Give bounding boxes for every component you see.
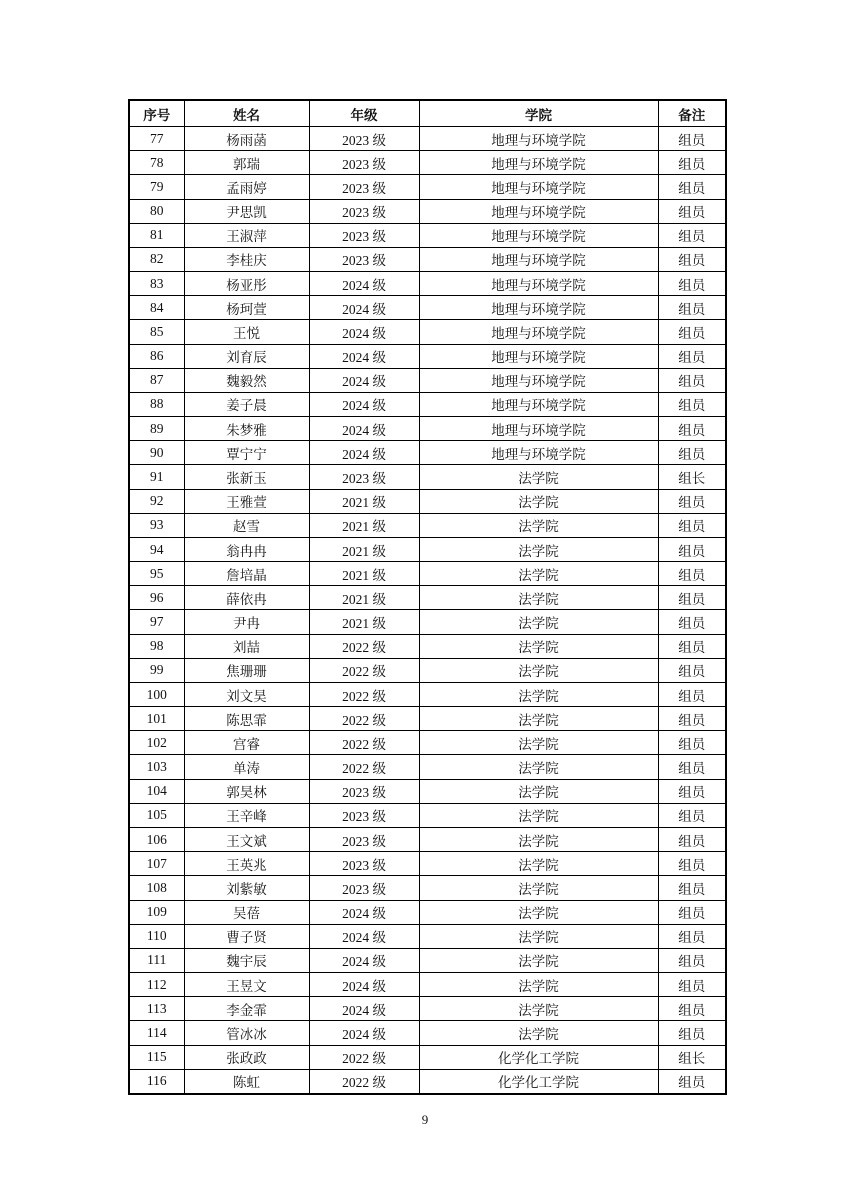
table-row <box>129 127 726 151</box>
cell-grade: 2024 级 <box>309 997 419 1021</box>
cell-no: 108 <box>129 876 184 900</box>
cell-no: 81 <box>129 223 184 247</box>
cell-college: 法学院 <box>419 513 658 537</box>
cell-no: 93 <box>129 513 184 537</box>
table-row <box>129 489 726 513</box>
header-cell-name: 姓名 <box>184 100 309 127</box>
header-cell-grade: 年级 <box>309 100 419 127</box>
table-row <box>129 803 726 827</box>
cell-note: 组员 <box>658 997 726 1021</box>
cell-college: 地理与环境学院 <box>419 441 658 465</box>
table-row <box>129 1021 726 1045</box>
cell-no: 101 <box>129 707 184 731</box>
table-row <box>129 876 726 900</box>
cell-name: 王雅萱 <box>184 489 309 513</box>
cell-college: 地理与环境学院 <box>419 223 658 247</box>
cell-note: 组长 <box>658 1045 726 1069</box>
cell-note: 组员 <box>658 852 726 876</box>
cell-name: 李桂庆 <box>184 247 309 271</box>
cell-note: 组员 <box>658 344 726 368</box>
cell-no: 85 <box>129 320 184 344</box>
cell-college: 法学院 <box>419 537 658 561</box>
table-row <box>129 682 726 706</box>
cell-note: 组员 <box>658 948 726 972</box>
cell-note: 组员 <box>658 973 726 997</box>
cell-no: 87 <box>129 368 184 392</box>
cell-no: 103 <box>129 755 184 779</box>
cell-name: 郭昊林 <box>184 779 309 803</box>
cell-name: 赵雪 <box>184 513 309 537</box>
cell-college: 地理与环境学院 <box>419 296 658 320</box>
table-row <box>129 247 726 271</box>
cell-college: 地理与环境学院 <box>419 272 658 296</box>
cell-college: 化学化工学院 <box>419 1045 658 1069</box>
cell-grade: 2024 级 <box>309 368 419 392</box>
cell-college: 法学院 <box>419 562 658 586</box>
cell-name: 张新玉 <box>184 465 309 489</box>
cell-name: 刘喆 <box>184 634 309 658</box>
table-row <box>129 175 726 199</box>
table-header-row <box>129 100 726 127</box>
cell-grade: 2024 级 <box>309 344 419 368</box>
cell-grade: 2023 级 <box>309 852 419 876</box>
cell-college: 法学院 <box>419 924 658 948</box>
cell-college: 法学院 <box>419 489 658 513</box>
cell-grade: 2022 级 <box>309 634 419 658</box>
table-row <box>129 151 726 175</box>
cell-note: 组员 <box>658 320 726 344</box>
table-row <box>129 658 726 682</box>
cell-grade: 2021 级 <box>309 586 419 610</box>
cell-note: 组员 <box>658 441 726 465</box>
cell-grade: 2024 级 <box>309 320 419 344</box>
header-cell-college: 学院 <box>419 100 658 127</box>
cell-no: 113 <box>129 997 184 1021</box>
cell-grade: 2021 级 <box>309 537 419 561</box>
cell-name: 王文斌 <box>184 827 309 851</box>
cell-grade: 2023 级 <box>309 779 419 803</box>
cell-no: 90 <box>129 441 184 465</box>
cell-note: 组员 <box>658 586 726 610</box>
cell-no: 114 <box>129 1021 184 1045</box>
cell-note: 组员 <box>658 127 726 151</box>
cell-name: 覃宁宁 <box>184 441 309 465</box>
cell-no: 97 <box>129 610 184 634</box>
cell-note: 组员 <box>658 417 726 441</box>
cell-grade: 2022 级 <box>309 1069 419 1094</box>
cell-grade: 2024 级 <box>309 1021 419 1045</box>
cell-note: 组员 <box>658 682 726 706</box>
cell-college: 法学院 <box>419 586 658 610</box>
cell-note: 组员 <box>658 272 726 296</box>
cell-note: 组员 <box>658 199 726 223</box>
cell-grade: 2023 级 <box>309 199 419 223</box>
table-row <box>129 199 726 223</box>
cell-note: 组员 <box>658 151 726 175</box>
table-row <box>129 368 726 392</box>
cell-college: 法学院 <box>419 731 658 755</box>
table-row <box>129 344 726 368</box>
cell-college: 法学院 <box>419 803 658 827</box>
cell-grade: 2024 级 <box>309 973 419 997</box>
cell-note: 组员 <box>658 634 726 658</box>
cell-grade: 2022 级 <box>309 731 419 755</box>
cell-college: 法学院 <box>419 997 658 1021</box>
table-row <box>129 586 726 610</box>
header-cell-no: 序号 <box>129 100 184 127</box>
cell-grade: 2022 级 <box>309 682 419 706</box>
cell-grade: 2024 级 <box>309 392 419 416</box>
table-row <box>129 634 726 658</box>
cell-note: 组长 <box>658 465 726 489</box>
cell-no: 105 <box>129 803 184 827</box>
cell-grade: 2023 级 <box>309 803 419 827</box>
table-row <box>129 779 726 803</box>
cell-grade: 2023 级 <box>309 827 419 851</box>
cell-name: 焦珊珊 <box>184 658 309 682</box>
cell-college: 法学院 <box>419 852 658 876</box>
cell-note: 组员 <box>658 876 726 900</box>
table-row <box>129 731 726 755</box>
cell-grade: 2021 级 <box>309 489 419 513</box>
cell-name: 王辛峰 <box>184 803 309 827</box>
cell-name: 魏宇辰 <box>184 948 309 972</box>
cell-name: 曹子贤 <box>184 924 309 948</box>
cell-name: 王淑萍 <box>184 223 309 247</box>
cell-college: 地理与环境学院 <box>419 175 658 199</box>
cell-no: 79 <box>129 175 184 199</box>
cell-name: 李金霏 <box>184 997 309 1021</box>
cell-name: 吴蓓 <box>184 900 309 924</box>
cell-note: 组员 <box>658 489 726 513</box>
cell-college: 法学院 <box>419 876 658 900</box>
cell-no: 111 <box>129 948 184 972</box>
cell-note: 组员 <box>658 900 726 924</box>
cell-note: 组员 <box>658 247 726 271</box>
table-row <box>129 223 726 247</box>
table-body <box>129 127 726 1095</box>
cell-no: 82 <box>129 247 184 271</box>
table-row <box>129 320 726 344</box>
table-row <box>129 997 726 1021</box>
roster-table <box>128 99 727 1095</box>
cell-grade: 2021 级 <box>309 610 419 634</box>
table-row <box>129 1045 726 1069</box>
cell-note: 组员 <box>658 296 726 320</box>
table-row <box>129 610 726 634</box>
cell-college: 法学院 <box>419 465 658 489</box>
cell-note: 组员 <box>658 1021 726 1045</box>
cell-name: 杨珂萱 <box>184 296 309 320</box>
cell-college: 地理与环境学院 <box>419 127 658 151</box>
cell-note: 组员 <box>658 175 726 199</box>
table-row <box>129 296 726 320</box>
cell-college: 法学院 <box>419 973 658 997</box>
cell-note: 组员 <box>658 392 726 416</box>
cell-grade: 2024 级 <box>309 441 419 465</box>
cell-name: 管冰冰 <box>184 1021 309 1045</box>
cell-name: 翁冉冉 <box>184 537 309 561</box>
table-row <box>129 924 726 948</box>
cell-no: 106 <box>129 827 184 851</box>
cell-name: 单涛 <box>184 755 309 779</box>
cell-name: 刘文昊 <box>184 682 309 706</box>
cell-name: 詹培晶 <box>184 562 309 586</box>
cell-note: 组员 <box>658 1069 726 1094</box>
cell-name: 孟雨婷 <box>184 175 309 199</box>
cell-no: 100 <box>129 682 184 706</box>
table-row <box>129 272 726 296</box>
cell-college: 法学院 <box>419 610 658 634</box>
cell-name: 杨雨菡 <box>184 127 309 151</box>
cell-grade: 2021 级 <box>309 513 419 537</box>
cell-no: 98 <box>129 634 184 658</box>
cell-grade: 2022 级 <box>309 1045 419 1069</box>
cell-note: 组员 <box>658 707 726 731</box>
cell-name: 王英兆 <box>184 852 309 876</box>
cell-grade: 2022 级 <box>309 707 419 731</box>
cell-name: 朱梦雅 <box>184 417 309 441</box>
cell-note: 组员 <box>658 223 726 247</box>
cell-no: 110 <box>129 924 184 948</box>
cell-college: 法学院 <box>419 948 658 972</box>
table-row <box>129 465 726 489</box>
table-row <box>129 1069 726 1094</box>
cell-name: 刘育辰 <box>184 344 309 368</box>
cell-college: 地理与环境学院 <box>419 151 658 175</box>
cell-grade: 2021 级 <box>309 562 419 586</box>
cell-name: 张政政 <box>184 1045 309 1069</box>
cell-grade: 2023 级 <box>309 876 419 900</box>
cell-no: 112 <box>129 973 184 997</box>
cell-name: 王昱文 <box>184 973 309 997</box>
cell-no: 107 <box>129 852 184 876</box>
cell-no: 102 <box>129 731 184 755</box>
cell-college: 法学院 <box>419 900 658 924</box>
cell-name: 宫睿 <box>184 731 309 755</box>
cell-no: 88 <box>129 392 184 416</box>
cell-grade: 2023 级 <box>309 247 419 271</box>
table-row <box>129 417 726 441</box>
cell-note: 组员 <box>658 513 726 537</box>
cell-college: 法学院 <box>419 779 658 803</box>
cell-name: 姜子晨 <box>184 392 309 416</box>
cell-no: 80 <box>129 199 184 223</box>
table-row <box>129 537 726 561</box>
cell-grade: 2023 级 <box>309 175 419 199</box>
cell-note: 组员 <box>658 803 726 827</box>
cell-note: 组员 <box>658 658 726 682</box>
table-row <box>129 852 726 876</box>
cell-grade: 2024 级 <box>309 272 419 296</box>
page-number: 9 <box>421 1112 429 1127</box>
cell-note: 组员 <box>658 562 726 586</box>
cell-no: 92 <box>129 489 184 513</box>
cell-grade: 2023 级 <box>309 151 419 175</box>
cell-no: 96 <box>129 586 184 610</box>
cell-name: 魏毅然 <box>184 368 309 392</box>
cell-college: 法学院 <box>419 755 658 779</box>
cell-name: 尹思凯 <box>184 199 309 223</box>
cell-college: 地理与环境学院 <box>419 392 658 416</box>
cell-no: 77 <box>129 127 184 151</box>
cell-no: 83 <box>129 272 184 296</box>
cell-no: 109 <box>129 900 184 924</box>
cell-college: 法学院 <box>419 682 658 706</box>
cell-name: 陈思霏 <box>184 707 309 731</box>
cell-grade: 2024 级 <box>309 948 419 972</box>
cell-name: 薛依冉 <box>184 586 309 610</box>
cell-name: 尹冉 <box>184 610 309 634</box>
cell-note: 组员 <box>658 537 726 561</box>
cell-grade: 2024 级 <box>309 417 419 441</box>
cell-grade: 2022 级 <box>309 658 419 682</box>
cell-no: 89 <box>129 417 184 441</box>
cell-note: 组员 <box>658 924 726 948</box>
cell-grade: 2023 级 <box>309 465 419 489</box>
cell-college: 化学化工学院 <box>419 1069 658 1094</box>
cell-college: 地理与环境学院 <box>419 320 658 344</box>
table-row <box>129 948 726 972</box>
cell-college: 法学院 <box>419 634 658 658</box>
cell-no: 84 <box>129 296 184 320</box>
cell-college: 法学院 <box>419 707 658 731</box>
cell-grade: 2024 级 <box>309 296 419 320</box>
cell-name: 陈虹 <box>184 1069 309 1094</box>
cell-college: 地理与环境学院 <box>419 247 658 271</box>
table-row <box>129 973 726 997</box>
cell-grade: 2024 级 <box>309 900 419 924</box>
cell-note: 组员 <box>658 610 726 634</box>
cell-name: 郭瑞 <box>184 151 309 175</box>
cell-no: 116 <box>129 1069 184 1094</box>
table-row <box>129 755 726 779</box>
table-row <box>129 513 726 537</box>
cell-name: 王悦 <box>184 320 309 344</box>
cell-no: 86 <box>129 344 184 368</box>
cell-note: 组员 <box>658 731 726 755</box>
cell-no: 115 <box>129 1045 184 1069</box>
cell-no: 104 <box>129 779 184 803</box>
cell-grade: 2023 级 <box>309 223 419 247</box>
cell-note: 组员 <box>658 779 726 803</box>
cell-college: 法学院 <box>419 827 658 851</box>
cell-note: 组员 <box>658 755 726 779</box>
cell-college: 地理与环境学院 <box>419 199 658 223</box>
cell-college: 地理与环境学院 <box>419 417 658 441</box>
cell-no: 91 <box>129 465 184 489</box>
cell-no: 99 <box>129 658 184 682</box>
table-row <box>129 392 726 416</box>
cell-college: 法学院 <box>419 658 658 682</box>
table-row <box>129 827 726 851</box>
table-row <box>129 707 726 731</box>
header-cell-note: 备注 <box>658 100 726 127</box>
table-row <box>129 900 726 924</box>
cell-college: 地理与环境学院 <box>419 344 658 368</box>
cell-grade: 2024 级 <box>309 924 419 948</box>
cell-name: 杨亚彤 <box>184 272 309 296</box>
cell-college: 地理与环境学院 <box>419 368 658 392</box>
cell-grade: 2022 级 <box>309 755 419 779</box>
table-row <box>129 562 726 586</box>
cell-no: 95 <box>129 562 184 586</box>
table-row <box>129 441 726 465</box>
cell-college: 法学院 <box>419 1021 658 1045</box>
cell-note: 组员 <box>658 827 726 851</box>
cell-grade: 2023 级 <box>309 127 419 151</box>
cell-no: 78 <box>129 151 184 175</box>
cell-name: 刘紫敏 <box>184 876 309 900</box>
cell-no: 94 <box>129 537 184 561</box>
cell-note: 组员 <box>658 368 726 392</box>
